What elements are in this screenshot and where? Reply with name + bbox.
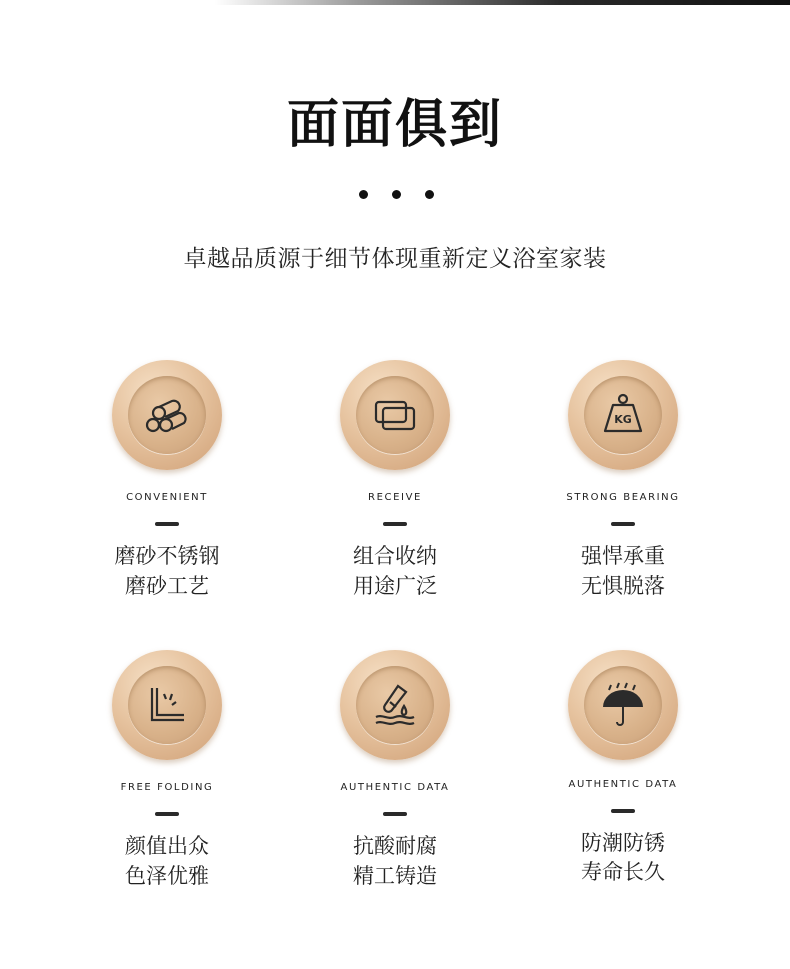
feature-line1: 强悍承重 xyxy=(581,544,665,568)
feature-line1: 组合收纳 xyxy=(353,544,437,568)
medal-badge xyxy=(112,650,222,760)
feature-line2: 色泽优雅 xyxy=(125,864,209,888)
umbrella-rain-icon xyxy=(598,680,648,730)
svg-text:KG: KG xyxy=(614,413,632,426)
stacked-boxes-icon xyxy=(370,390,420,440)
feature-line1: 颜值出众 xyxy=(125,834,209,858)
feature-line1: 防潮防锈 xyxy=(581,831,665,855)
feature-dash xyxy=(155,812,179,816)
feature-line1: 抗酸耐腐 xyxy=(353,834,437,858)
feature-dash xyxy=(383,812,407,816)
feature-line2: 精工铸造 xyxy=(353,864,437,888)
feature-en-label: AUTHENTIC DATA xyxy=(340,782,450,793)
medal-badge xyxy=(568,360,678,470)
medal-badge xyxy=(340,360,450,470)
feature-en-label: RECEIVE xyxy=(368,492,422,503)
medal-badge xyxy=(568,650,678,760)
feature-en-label: STRONG BEARING xyxy=(566,492,680,503)
feature-dash xyxy=(383,522,407,526)
dot xyxy=(359,190,368,199)
medal-badge xyxy=(340,650,450,760)
feature-line1: 磨砂不锈钢 xyxy=(114,544,220,568)
kg-weight-icon xyxy=(598,390,648,440)
feature-en-label: AUTHENTIC DATA xyxy=(568,779,678,790)
steel-pipes-icon xyxy=(142,390,192,440)
separator-dots xyxy=(355,190,435,200)
dot xyxy=(392,190,401,199)
feature-en-label: CONVENIENT xyxy=(126,492,208,503)
feature-dash xyxy=(611,522,635,526)
medal-badge xyxy=(112,360,222,470)
feature-en-label: FREE FOLDING xyxy=(120,782,214,793)
page-title: 面面俱到 xyxy=(286,95,503,155)
page-subtitle: 卓越品质源于细节体现重新定义浴室家装 xyxy=(183,246,607,272)
right-angle-icon xyxy=(142,680,192,730)
feature-line2: 无惧脱落 xyxy=(581,574,665,598)
feature-dash xyxy=(611,809,635,813)
test-tube-drop-icon xyxy=(370,680,420,730)
dot xyxy=(425,190,434,199)
feature-dash xyxy=(155,522,179,526)
feature-line2: 寿命长久 xyxy=(581,860,665,884)
feature-line2: 用途广泛 xyxy=(353,574,437,598)
feature-line2: 磨砂工艺 xyxy=(125,574,209,598)
top-decor-bar xyxy=(215,0,790,5)
